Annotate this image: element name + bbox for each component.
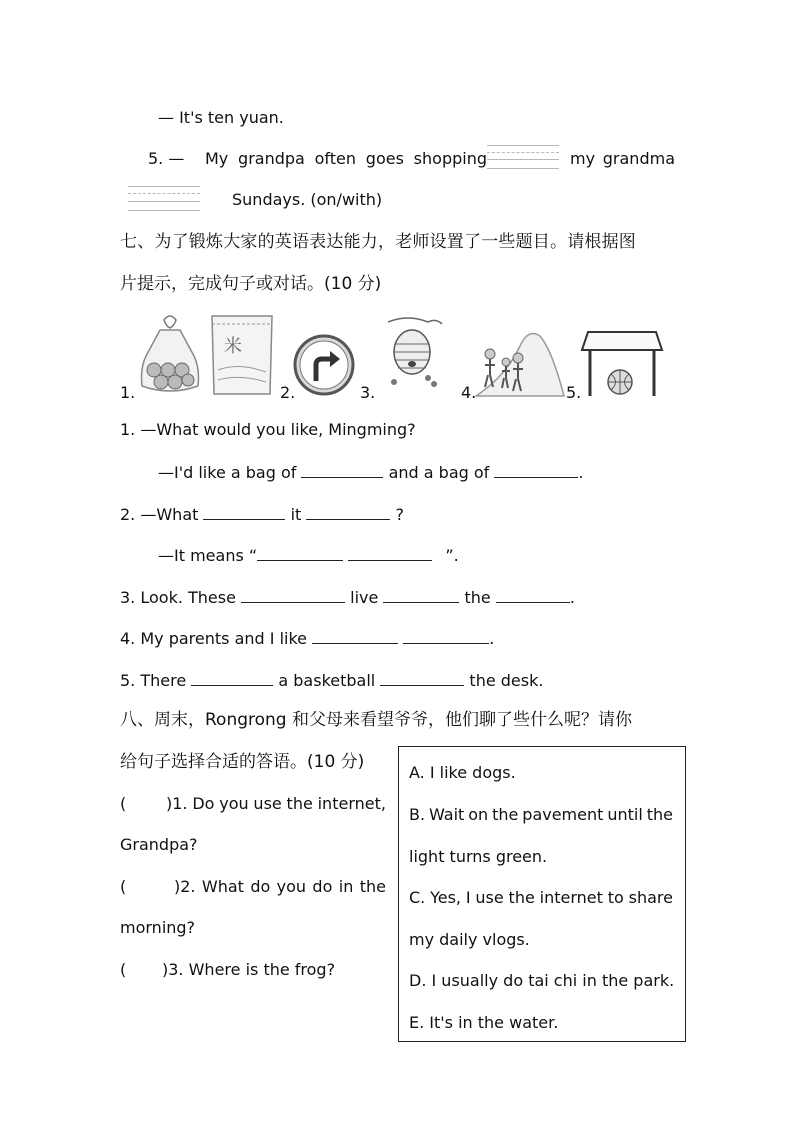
option-a: A. I like dogs. (409, 763, 516, 782)
item5-text-right: my grandma (570, 149, 675, 168)
bag-of-rice-icon (204, 312, 280, 398)
q3-blank-2[interactable] (383, 586, 459, 603)
answer-options-box (398, 746, 686, 1042)
answer-line: — It's ten yuan. (158, 108, 284, 127)
s8-q3-answer-slot[interactable] (128, 960, 162, 980)
pic-label-2: 2. (280, 383, 296, 402)
q2-blank-4[interactable] (348, 544, 432, 561)
pic-label-1: 1. (120, 383, 136, 402)
option-c-cont: my daily vlogs. (409, 930, 530, 949)
item5-text-left: My grandpa often goes shopping (205, 149, 487, 168)
option-b-cont: light turns green. (409, 847, 548, 866)
q4-blank-1[interactable] (312, 627, 398, 644)
q2-question: 2. —What it ? (120, 505, 404, 524)
q1-answer: —I'd like a bag of and a bag of . (158, 463, 584, 482)
climbing-mountain-icon (474, 326, 566, 398)
section8-title-line2: 给句子选择合适的答语。(10 分) (120, 752, 365, 772)
svg-text:米: 米 (224, 336, 242, 357)
pic-label-3: 3. (360, 383, 376, 402)
turn-right-sign-icon (292, 333, 356, 397)
option-e: E. It's in the water. (409, 1013, 559, 1032)
q5: 5. There a basketball the desk. (120, 671, 544, 690)
pic-label-5: 5. (566, 383, 582, 402)
pic-label-4: 4. (461, 383, 477, 402)
q2-answer: —It means “ ”. (158, 546, 459, 565)
q2-blank-1[interactable] (203, 503, 285, 520)
section8-title-line1: 八、周末，Rongrong 和父母来看望爷爷，他们聊了些什么呢？请你 (120, 710, 632, 730)
q2-blank-2[interactable] (306, 503, 390, 520)
q1-question: 1. —What would you like, Mingming? (120, 420, 416, 439)
s8-q2-answer-slot[interactable] (128, 877, 174, 897)
q3-blank-1[interactable] (241, 586, 345, 603)
q2-blank-3[interactable] (257, 544, 343, 561)
q3-blank-3[interactable] (496, 586, 570, 603)
q5-blank-1[interactable] (191, 669, 273, 686)
beehive-icon (384, 312, 446, 390)
q4-blank-2[interactable] (403, 627, 489, 644)
option-c: C. Yes, I use the internet to share (409, 888, 673, 907)
q1-blank-2[interactable] (494, 461, 578, 478)
q3: 3. Look. These live the . (120, 588, 575, 607)
q1-blank-1[interactable] (301, 461, 383, 478)
q5-blank-2[interactable] (380, 669, 464, 686)
q4: 4. My parents and I like . (120, 629, 495, 648)
section7-title-line2: 片提示，完成句子或对话。(10 分) (120, 274, 382, 294)
section7-title-line1: 七、为了锻炼大家的英语表达能力，老师设置了一些题目。请根据图 (120, 232, 636, 252)
s8-q1-answer-slot[interactable] (128, 794, 168, 814)
option-d: D. I usually do tai chi in the park. (409, 971, 675, 990)
option-b: B. Wait on the pavement until the (409, 805, 673, 824)
table-with-basketball-icon (580, 324, 664, 398)
bag-of-apples-icon (134, 312, 206, 398)
item5-end: Sundays. (on/with) (232, 190, 383, 209)
item5-number: 5. — (148, 149, 185, 168)
